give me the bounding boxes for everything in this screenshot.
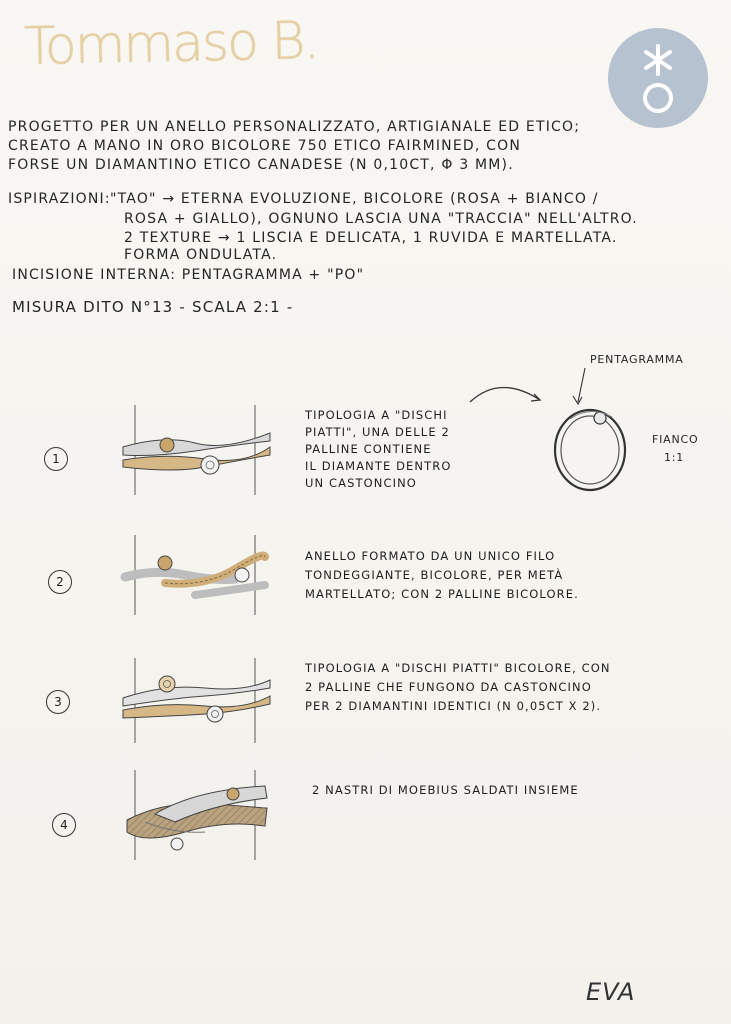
- intro-line-3: FORSE UN DIAMANTINO ETICO CANADESE (N 0,10CT, Φ 3 MM).: [8, 157, 514, 173]
- inspiration-line-3: 2 TEXTURE → 1 LISCIA E DELICATA, 1 RUVIDA E MARTELLATA.: [124, 230, 618, 246]
- ring-side-view: [552, 405, 632, 495]
- design-4-line-1: 2 NASTRI DI MOEBIUS SALDATI INSIEME: [312, 783, 579, 797]
- design-2-line-1: ANELLO FORMATO DA UN UNICO FILO: [305, 549, 556, 563]
- inspiration-line-2: ROSA + GIALLO), OGNUNO LASCIA UNA "TRACCIA" NELL'ALTRO.: [124, 211, 638, 227]
- side-scale: 1:1: [664, 451, 685, 464]
- seal-asterisk-circle-icon: [608, 28, 708, 128]
- intro-line-2: CREATO A MANO IN ORO BICOLORE 750 ETICO FAIRMINED, CON: [8, 138, 522, 154]
- intro-line-1: PROGETTO PER UN ANELLO PERSONALIZZATO, ARTIGIANALE ED ETICO;: [8, 119, 581, 135]
- design-number-2: 2: [48, 570, 72, 594]
- design-3-line-2: 2 PALLINE CHE FUNGONO DA CASTONCINO: [305, 680, 592, 694]
- client-name-title: Tommaso B.: [23, 10, 319, 78]
- finger-size-scale: MISURA DITO N°13 - SCALA 2:1 -: [12, 298, 294, 316]
- design-3-line-3: PER 2 DIAMANTINI IDENTICI (N 0,05CT X 2).: [305, 699, 602, 713]
- design-2-line-2: TONDEGGIANTE, BICOLORE, PER METÀ: [305, 568, 564, 582]
- inspiration-line-4: FORMA ONDULATA.: [124, 247, 278, 263]
- inspiration-label: ISPIRAZIONI:: [8, 191, 111, 207]
- ring-sketch-2: [115, 535, 275, 620]
- design-2-line-3: MARTELLATO; CON 2 PALLINE BICOLORE.: [305, 587, 579, 601]
- pentagram-label: PENTAGRAMMA: [590, 353, 684, 366]
- design-1-line-2: PIATTI", UNA DELLE 2: [305, 425, 450, 439]
- design-3-line-1: TIPOLOGIA A "DISCHI PIATTI" BICOLORE, CON: [305, 661, 611, 675]
- pentagram-arrow: [460, 360, 600, 410]
- design-1-line-4: IL DIAMANTE DENTRO: [305, 459, 452, 473]
- design-1-line-5: UN CASTONCINO: [305, 476, 417, 490]
- engraving-note: INCISIONE INTERNA: PENTAGRAMMA + "PO": [12, 267, 365, 283]
- design-1-line-3: PALLINE CONTIENE: [305, 442, 432, 456]
- design-number-4: 4: [52, 813, 76, 837]
- design-number-1: 1: [44, 447, 68, 471]
- design-number-3: 3: [46, 690, 70, 714]
- inspiration-line-1: "TAO" → ETERNA EVOLUZIONE, BICOLORE (ROSA + BIANCO /: [110, 191, 599, 207]
- design-1-line-1: TIPOLOGIA A "DISCHI: [305, 408, 448, 422]
- ring-sketch-4: [115, 770, 275, 865]
- designer-signature: EVA: [586, 978, 636, 1006]
- ring-sketch-1: [115, 405, 275, 500]
- ring-sketch-3: [115, 658, 275, 748]
- side-label: FIANCO: [652, 433, 699, 446]
